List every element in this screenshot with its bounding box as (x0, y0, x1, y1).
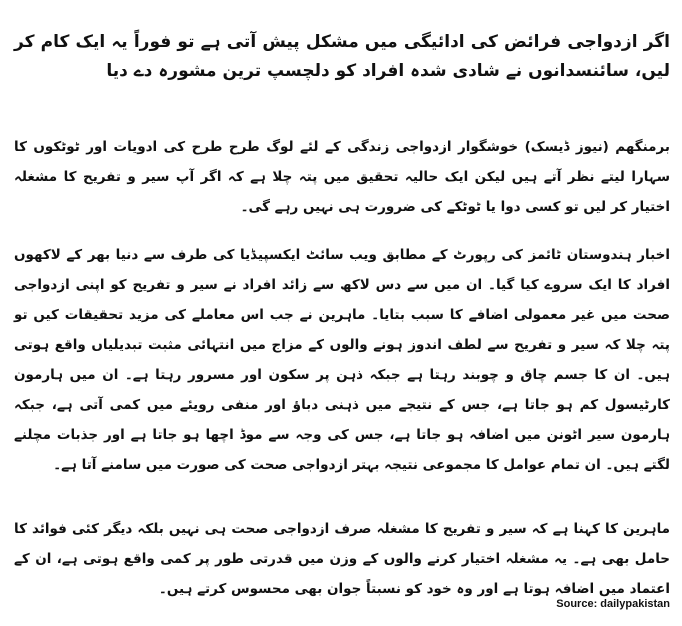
article-headline: اگر ازدواجی فرائض کی ادائیگی میں مشکل پیش آتی ہے تو فوراً یہ ایک کام کر لیں، سائنسدانوں نے شادی شدہ افراد کو دلچسپ ترین مشورہ دے دیا (14, 32, 670, 81)
report-paragraph: اخبار ہندوستان ٹائمز کی رپورٹ کے مطابق ویب سائٹ ایکسپیڈیا کی طرف سے دنیا بھر کے لاکھوں افراد کا ایک سروے کیا گیا۔ ان میں سے دس لاکھ سے زائد افراد نے سیر و تفریح کو اپنی ازدواجی صحت میں غیر معمولی اضافے کا سبب بتایا۔ ماہرین نے جب اس معاملے کی مزید تحقیقات کیں تو پتہ چلا کہ سیر و تفریح سے لطف اندوز ہونے والوں کے مزاج میں انتہائی مثبت تبدیلیاں واقع ہوتی ہیں۔ ان کا جسم چاق و چوبند رہتا ہے جبکہ ذہن پر سکون اور مسرور رہتا ہے۔ ان میں ہارمون کارٹیسول کم ہو جاتا ہے، جس کے نتیجے میں ذہنی دباؤ اور منفی رویئے میں کمی آتی ہے، جبکہ ہارمون سیر اٹونن میں اضافہ ہو جاتا ہے، جس کی وجہ سے موڈ اچھا ہو جاتا ہے اور جذبات مچلنے لگتے ہیں۔ ان تمام عوامل کا مجموعی نتیجہ بہتر ازدواجی صحت کی صورت میں سامنے آتا ہے۔ (14, 247, 670, 473)
article (14, 6, 670, 618)
source-credit: Source: dailypakistan (556, 598, 670, 610)
experts-paragraph: ماہرین کا کہنا ہے کہ سیر و تفریح کا مشغلہ صرف ازدواجی صحت ہی نہیں بلکہ دیگر کئی فوائد کا حامل بھی ہے۔ یہ مشغلہ اختیار کرنے والوں کے وزن میں قدرتی طور پر کمی واقع ہوتی ہے، ان کے اعتماد میں اضافہ ہوتا ہے اور وہ خود کو نسبتاً جوان بھی محسوس کرتے ہیں۔ (14, 521, 670, 597)
intro-paragraph: برمنگھم (نیوز ڈیسک) خوشگوار ازدواجی زندگی کے لئے لوگ طرح طرح کی ادویات اور ٹوٹکوں کا سہارا لیتے نظر آتے ہیں لیکن ایک حالیہ تحقیق میں پتہ چلا ہے کہ اگر آپ سیر و تفریح کا مشغلہ اختیار کر لیں تو کسی دوا یا ٹوٹکے کی ضرورت ہی نہیں رہے گی۔ (14, 139, 670, 215)
